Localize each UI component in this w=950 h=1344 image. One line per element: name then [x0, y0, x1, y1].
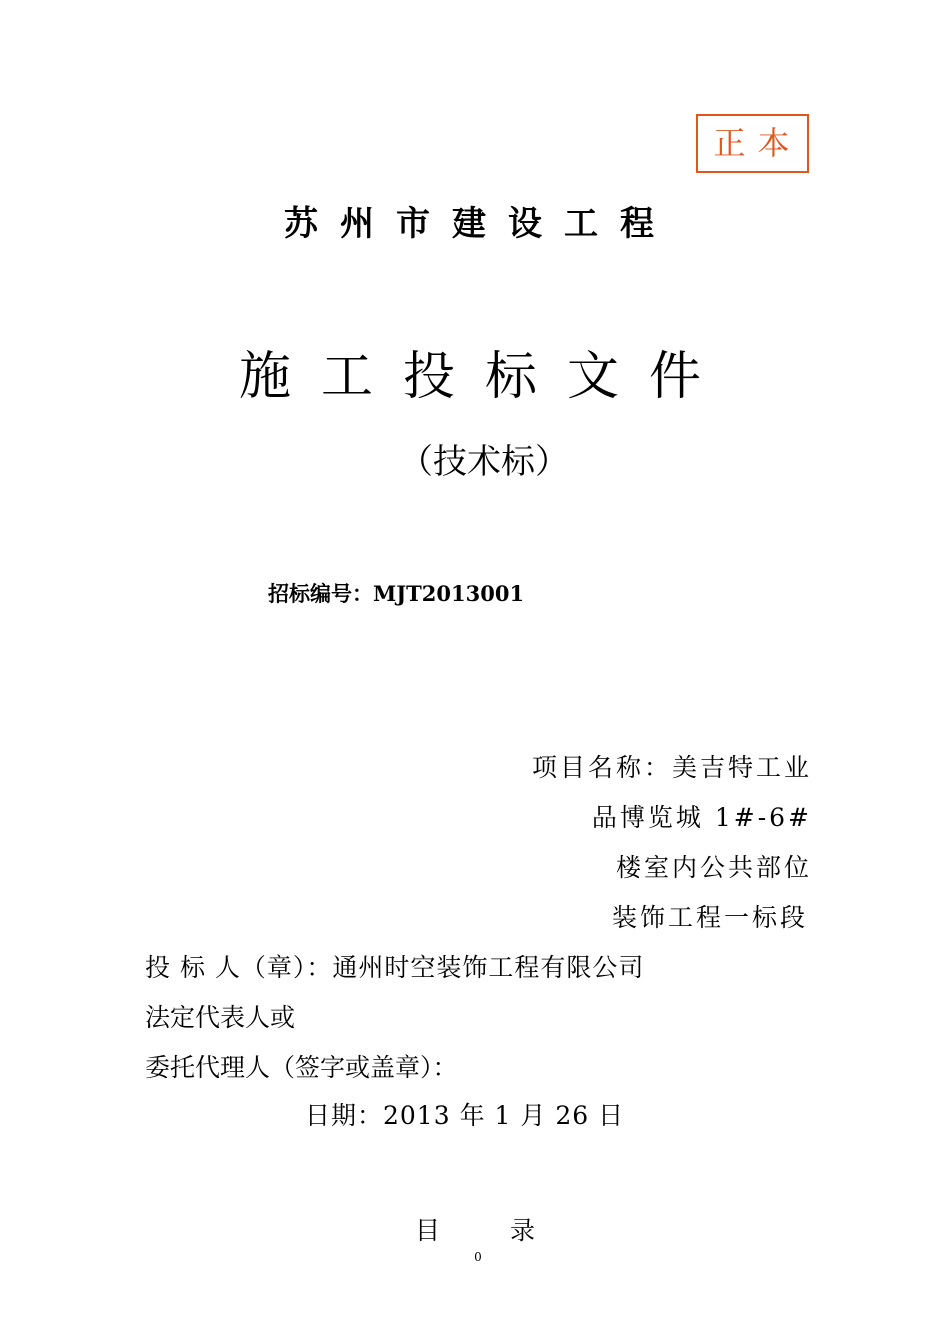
city-title: 苏州市建设工程 [284, 204, 676, 244]
toc-heading: 目录 [415, 1216, 606, 1245]
project-name-line-4: 装饰工程一标段 [611, 903, 808, 932]
bidder-line: 投 标 人（章）：通州时空装饰工程有限公司 [145, 953, 645, 982]
date-line: 日期：2013 年 1 月 26 日 [305, 1101, 625, 1130]
original-copy-stamp: 正本 [696, 114, 809, 173]
document-title: 施工投标文件 [238, 347, 731, 407]
project-name-line-3: 楼室内公共部位 [615, 853, 812, 882]
page-number: 0 [474, 1250, 482, 1264]
project-name-line-1: 项目名称：美吉特工业 [531, 753, 812, 782]
legal-representative-line: 法定代表人或 [145, 1003, 296, 1032]
authorized-agent-line: 委托代理人（签字或盖章）： [145, 1053, 458, 1082]
project-name-line-2: 品博览城 1#-6# [591, 803, 812, 832]
document-subtitle: （技术标） [399, 442, 569, 482]
bid-number: 招标编号：MJT2013001 [268, 581, 525, 606]
